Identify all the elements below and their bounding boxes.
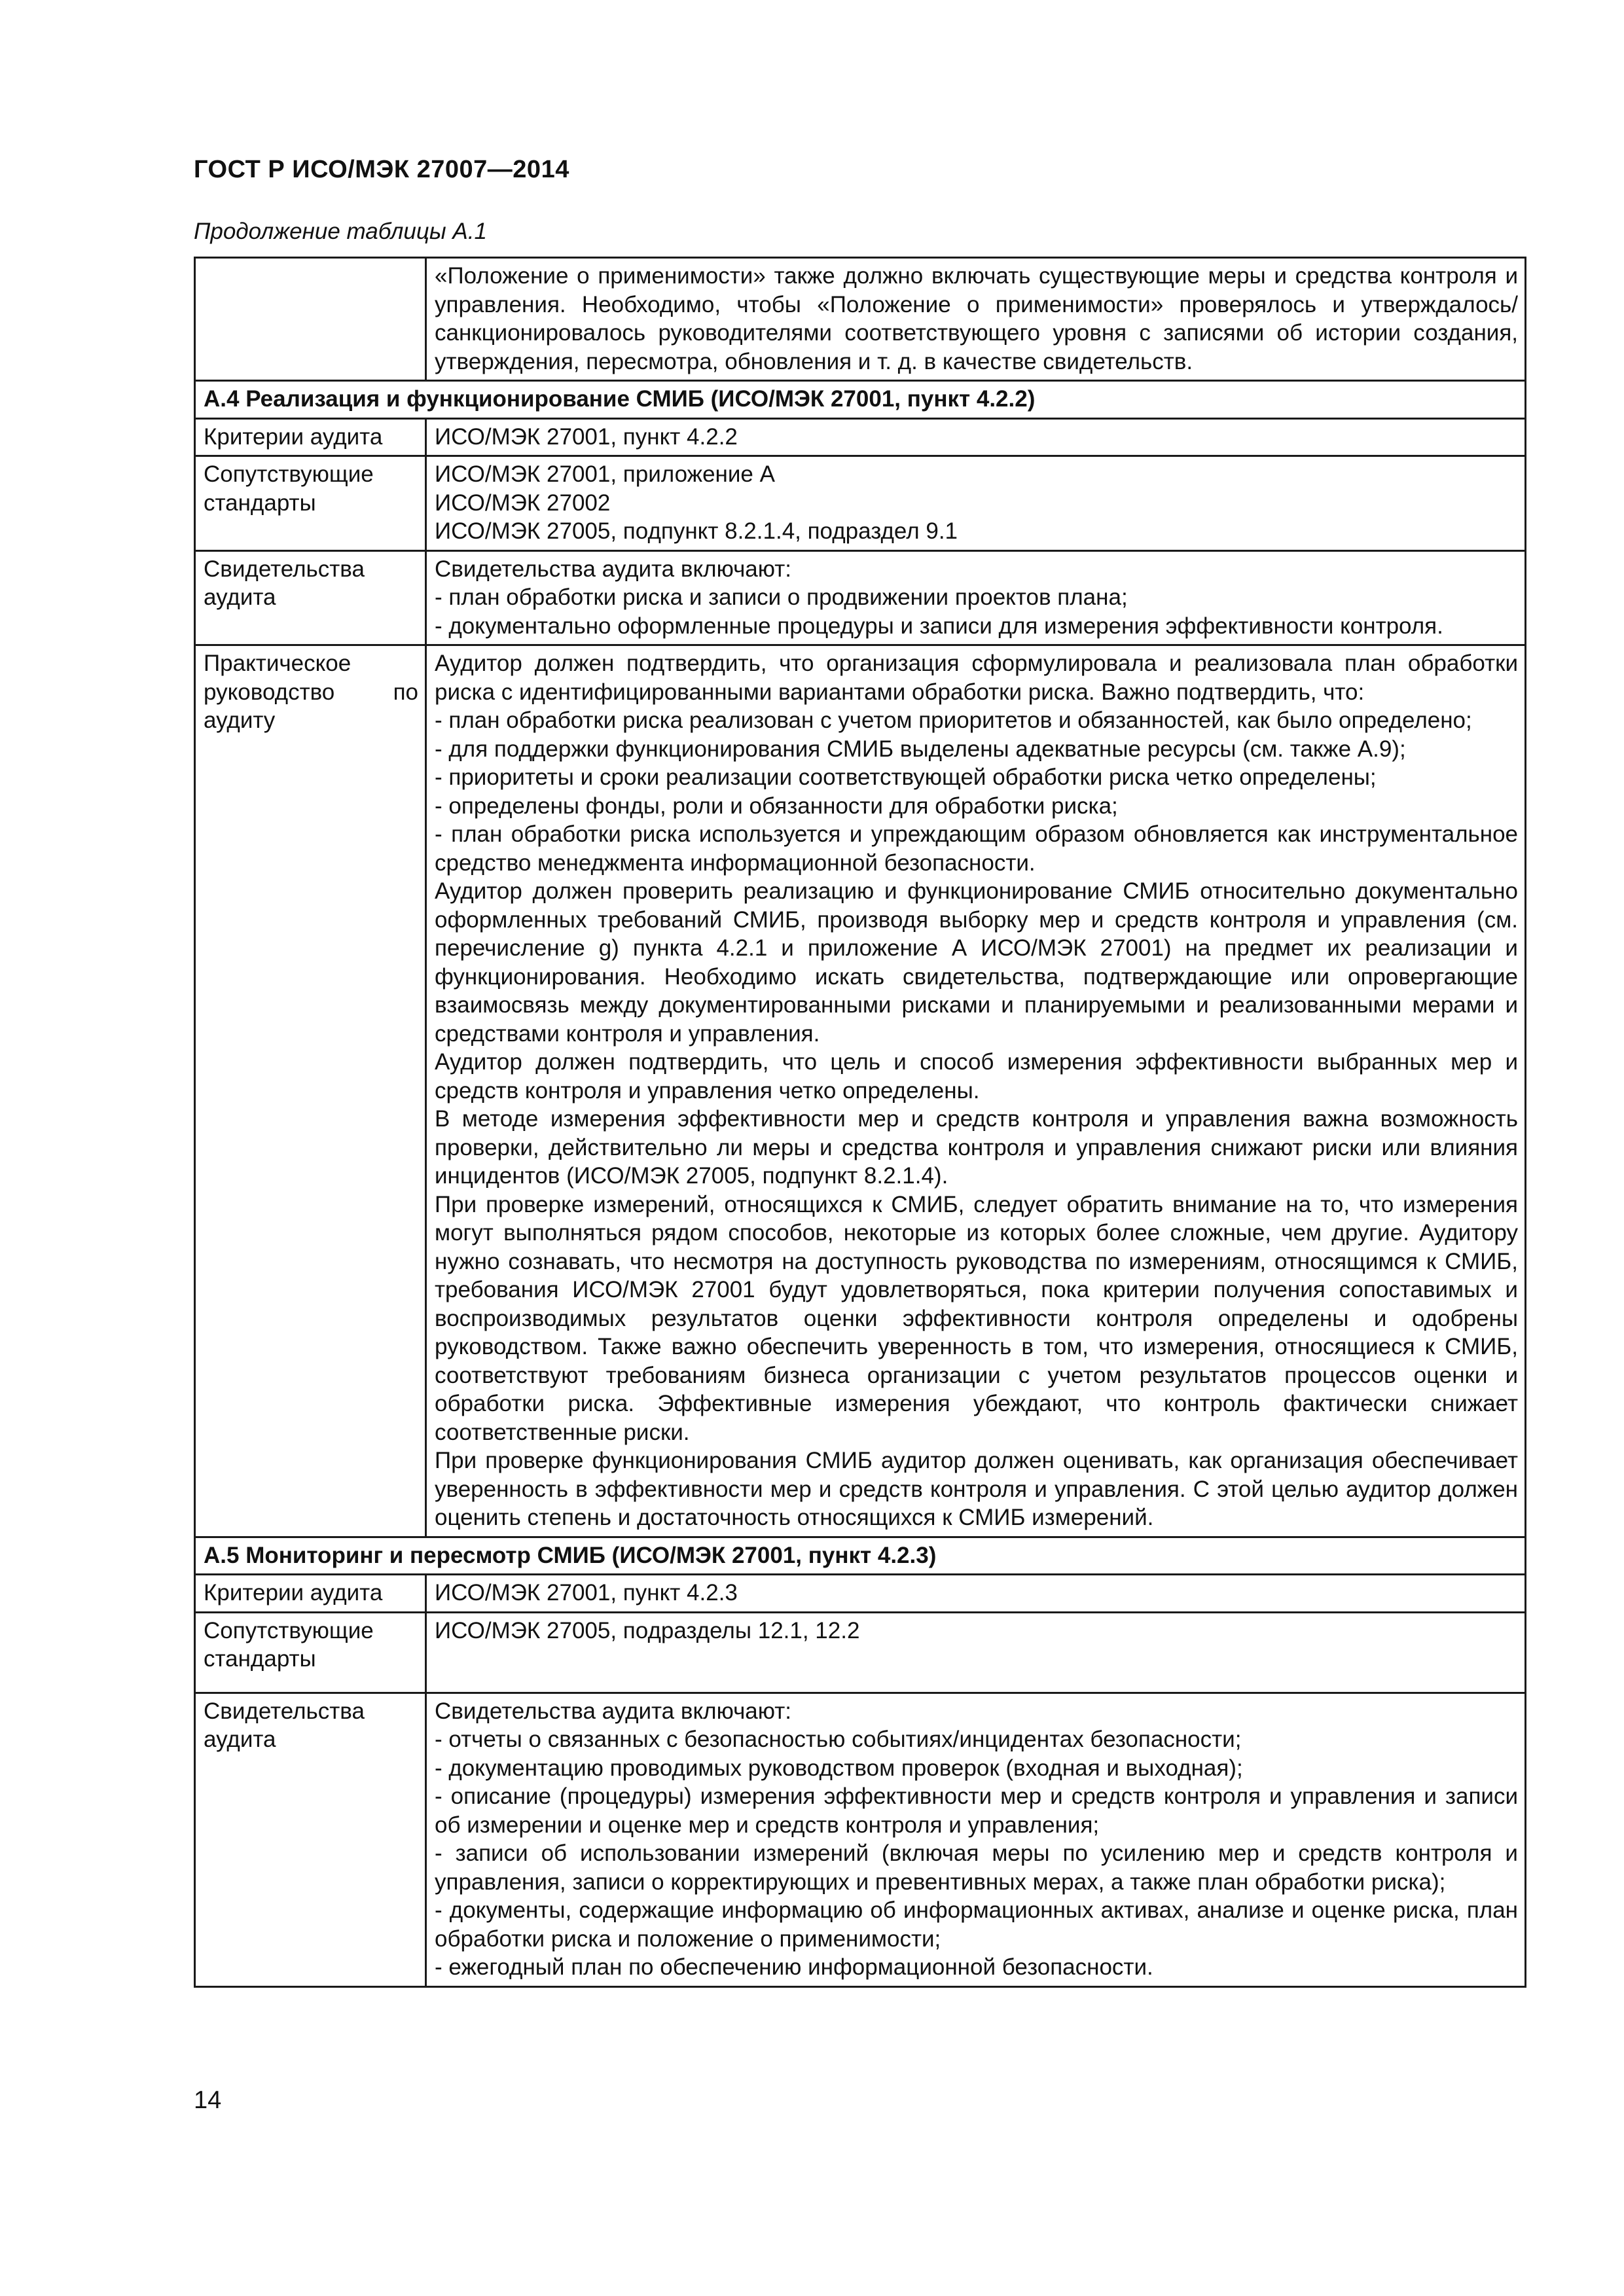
list-item: - отчеты о связанных с безопасностью событиях/инцидентах безопасности;: [435, 1727, 1242, 1752]
list-item: - план обработки риска используется и упреждающим образом обновляется как инструментальное средство менеджмента информационной безопасности.: [435, 821, 1518, 876]
list-item: ИСО/МЭК 27002: [435, 490, 611, 516]
list-item: ИСО/МЭК 27001, приложение А: [435, 461, 775, 487]
list-item: - документально оформленные процедуры и записи для измерения эффективности контроля.: [435, 613, 1443, 639]
table-row: [195, 550, 1526, 645]
paragraph: При проверке функционирования СМИБ аудитор должен оценивать, как организация обеспечивает уверенность в эффективности мер и средств контроля и управления. С этой целью аудитор должен оценить степень и достаточность относящихся к СМИБ измерений.: [435, 1448, 1518, 1530]
table-row: [195, 1693, 1526, 1986]
table-row: [195, 645, 1526, 1537]
row-value: [426, 1693, 1526, 1986]
row-value: [426, 456, 1526, 551]
table-row: [195, 418, 1526, 456]
section-title-a4: А.4 Реализация и функционирование СМИБ (ИСО/МЭК 27001, пункт 4.2.2): [195, 381, 1526, 419]
audit-criteria-table: [194, 257, 1526, 1988]
list-item: - документацию проводимых руководством проверок (входная и выходная);: [435, 1755, 1243, 1781]
table-row: [195, 1612, 1526, 1693]
row-label: Критерии аудита: [195, 1575, 426, 1613]
row-label: Критерии аудита: [195, 418, 426, 456]
table-row: [195, 1575, 1526, 1613]
document-header: ГОСТ Р ИСО/МЭК 27007—2014: [194, 156, 569, 183]
page-number: 14: [194, 2087, 222, 2114]
paragraph: В методе измерения эффективности мер и средств контроля и управления важна возможность проверки, действительно ли меры и средства контроля и управления снижают риски или влияния инцидентов (ИСО/МЭК 27005, подпункт 8.2.1.4).: [435, 1106, 1518, 1189]
section-row-a5: [195, 1537, 1526, 1575]
list-item: - приоритеты и сроки реализации соответствующей обработки риска четко определены;: [435, 764, 1377, 790]
row-label: Свидетельства аудита: [195, 1693, 426, 1986]
list-item: ИСО/МЭК 27005, подпункт 8.2.1.4, подраздел 9.1: [435, 518, 958, 544]
paragraph: При проверке измерений, относящихся к СМИБ, следует обратить внимание на то, что измерения могут выполняться рядом способов, некоторые из которых более сложные, чем другие. Аудитору нужно сознавать, что несмотря на доступность руководства по измерениям, относящимся к СМИБ, требования ИСО/МЭК 27001 будут удовлетворяться, пока критерии получения сопоставимых и воспроизводимых результатов оценки эффективности контроля определены и одобрены руководством. Также важно обеспечить уверенность в том, что измерения, относящиеся к СМИБ, соответствуют требованиям бизнеса организации с учетом результатов процессов оценки и обработки риска. Эффективные измерения убеждают, что контроль фактически снижает соответственные риски.: [435, 1191, 1518, 1445]
table-row: [195, 258, 1526, 381]
row-value: [426, 550, 1526, 645]
list-item: Свидетельства аудита включают:: [435, 556, 792, 582]
row-label: Сопутствующие стандарты: [195, 1612, 426, 1693]
continued-text-cell: «Положение о применимости» также должно включать существующие меры и средства контроля и управления. Необходимо, чтобы «Положение о применимости» проверялось и утверждалось/санкционировалось руководителями соответствующего уровня с записями об истории создания, утверждения, пересмотра, обновления и т. д. в качестве свидетельств.: [426, 258, 1526, 381]
list-item: - описание (процедуры) измерения эффективности мер и средств контроля и управления и записи об измерении и оценке мер и средств контроля и управления;: [435, 1784, 1518, 1838]
row-value: ИСО/МЭК 27001, пункт 4.2.2: [426, 418, 1526, 456]
list-item: - для поддержки функционирования СМИБ выделены адекватные ресурсы (см. также А.9);: [435, 736, 1406, 762]
row-value: ИСО/МЭК 27005, подразделы 12.1, 12.2: [426, 1612, 1526, 1693]
row-value: [426, 645, 1526, 1537]
row-label: Свидетельства аудита: [195, 550, 426, 645]
list-item: - определены фонды, роли и обязанности для обработки риска;: [435, 793, 1118, 819]
row-label: Сопутствующие стандарты: [195, 456, 426, 551]
table-row: [195, 456, 1526, 551]
paragraph: Аудитор должен подтвердить, что организация сформулировала и реализовала план обработки риска с идентифицированными вариантами обработки риска. Важно подтвердить, что:: [435, 651, 1518, 705]
table-caption: Продолжение таблицы А.1: [194, 219, 487, 244]
list-item: - записи об использовании измерений (включая меры по усилению мер и средств контроля и управления, записи о корректирующих и превентивных мерах, а также план обработки риска);: [435, 1840, 1518, 1895]
list-item: - ежегодный план по обеспечению информационной безопасности.: [435, 1954, 1153, 1980]
row-value: ИСО/МЭК 27001, пункт 4.2.3: [426, 1575, 1526, 1613]
list-item: - план обработки риска реализован с учетом приоритетов и обязанностей, как было определено;: [435, 708, 1472, 733]
list-item: Свидетельства аудита включают:: [435, 1698, 792, 1724]
section-title-a5: А.5 Мониторинг и пересмотр СМИБ (ИСО/МЭК 27001, пункт 4.2.3): [195, 1537, 1526, 1575]
paragraph: Аудитор должен подтвердить, что цель и способ измерения эффективности выбранных мер и средств контроля и управления четко определены.: [435, 1049, 1518, 1103]
section-row-a4: [195, 381, 1526, 419]
row-label: Практическое руководство по аудиту: [195, 645, 426, 1537]
list-item: - документы, содержащие информацию об информационных активах, анализе и оценке риска, план обработки риска и положение о применимости;: [435, 1897, 1518, 1952]
list-item: - план обработки риска и записи о продвижении проектов плана;: [435, 584, 1128, 610]
paragraph: Аудитор должен проверить реализацию и функционирование СМИБ относительно документально оформленных требований СМИБ, производя выборку мер и средств контроля и управления (см. перечисление g) пункта 4.2.1 и приложение А ИСО/МЭК 27001) на предмет их реализации и функционирования. Необходимо искать свидетельства, подтверждающие или опровергающие взаимосвязь между документированными рисками и планируемыми и реализованными мерами и средствами контроля и управления.: [435, 878, 1518, 1047]
empty-cell: [195, 258, 426, 381]
